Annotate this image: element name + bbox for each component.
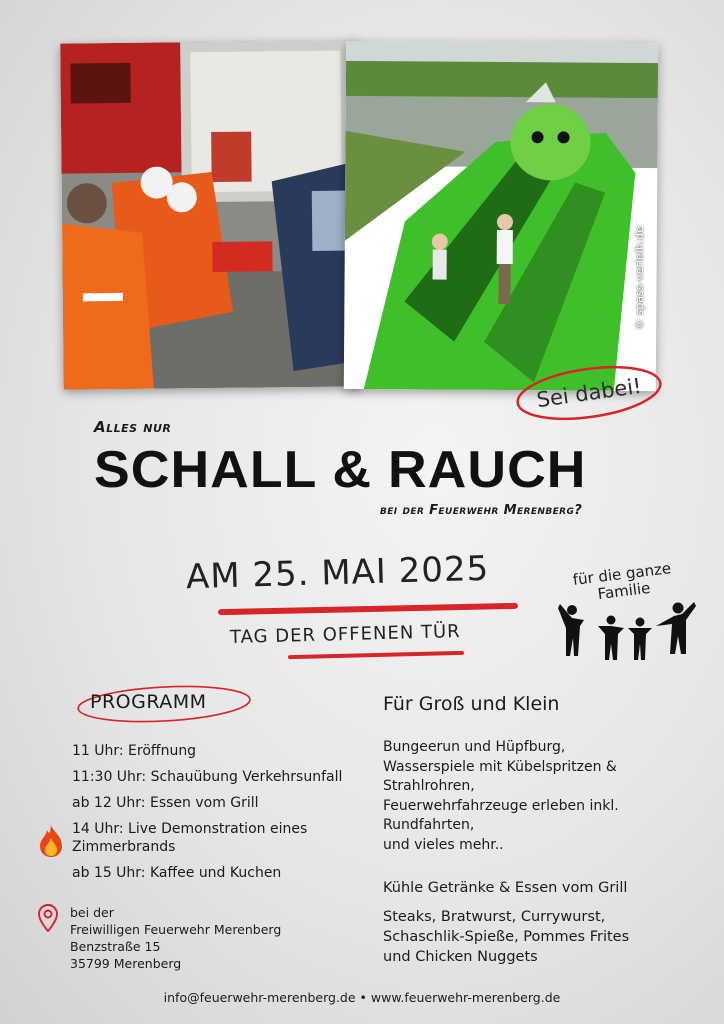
program-item: ab 15 Uhr: Kaffee und Kuchen <box>72 865 282 881</box>
address-line: bei der <box>70 905 114 920</box>
activity-line: und vieles mehr.. <box>383 836 504 853</box>
family-note: für die ganze Familie <box>571 559 672 604</box>
activity-line: Strahlrohren, <box>383 778 475 794</box>
sei-dabei-badge <box>512 364 666 422</box>
program-item: ab 12 Uhr: Essen vom Grill <box>72 795 259 811</box>
activity-line: Bungeerun und Hüpfburg, <box>383 739 566 755</box>
food-list <box>383 907 683 967</box>
title-prefix: Alles nur <box>94 418 172 436</box>
bungee-run-photo <box>344 41 658 391</box>
activity-line: Wasserspiele mit Kübelspritzen & <box>383 758 617 775</box>
activity-line: Feuerwehrfahrzeuge erleben inkl. <box>383 797 619 814</box>
event-underline <box>288 651 464 659</box>
title-suffix: bei der Feuerwehr Merenberg? <box>380 503 583 518</box>
food-line: und Chicken Nuggets <box>383 949 538 965</box>
program-item-cont: Zimmerbrands <box>72 839 176 855</box>
contact-footer: info@feuerwehr-merenberg.de • www.feuerwehr-merenberg.de <box>163 990 561 1005</box>
activity-line: Rundfahrten, <box>383 817 475 833</box>
address-line: Freiwilligen Feuerwehr Merenberg <box>70 922 282 937</box>
family-silhouette-icon <box>556 598 696 666</box>
location-pin-icon <box>38 904 58 932</box>
program-heading: PROGRAMM <box>90 691 207 713</box>
date-underline <box>218 603 518 615</box>
food-line: Steaks, Bratwurst, Currywurst, <box>383 909 606 925</box>
food-line: Schaschlik-Spieße, Pommes Frites <box>383 929 630 945</box>
photo-credit: © spass-verleih.de <box>633 226 646 330</box>
firefighter-photo <box>60 40 362 389</box>
address-line: 35799 Merenberg <box>70 956 182 971</box>
activities-list <box>383 738 683 855</box>
program-list <box>72 742 372 890</box>
program-item: 11:30 Uhr: Schauübung Verkehrsunfall <box>72 769 343 785</box>
event-name: TAG DER OFFENEN TÜR <box>229 620 461 649</box>
program-item: 14 Uhr: Live Demonstration eines <box>72 821 308 837</box>
drinks-heading: Kühle Getränke & Essen vom Grill <box>383 880 628 896</box>
page-title: SCHALL & RAUCH <box>94 441 587 499</box>
activities-heading: Für Groß und Klein <box>383 693 560 715</box>
event-date: AM 25. MAI 2025 <box>185 548 490 598</box>
fire-icon <box>38 824 64 858</box>
sei-dabei-text: Sei dabei! <box>535 373 643 413</box>
program-item: 11 Uhr: Eröffnung <box>72 743 197 759</box>
address <box>70 904 281 972</box>
address-line: Benzstraße 15 <box>70 939 161 954</box>
